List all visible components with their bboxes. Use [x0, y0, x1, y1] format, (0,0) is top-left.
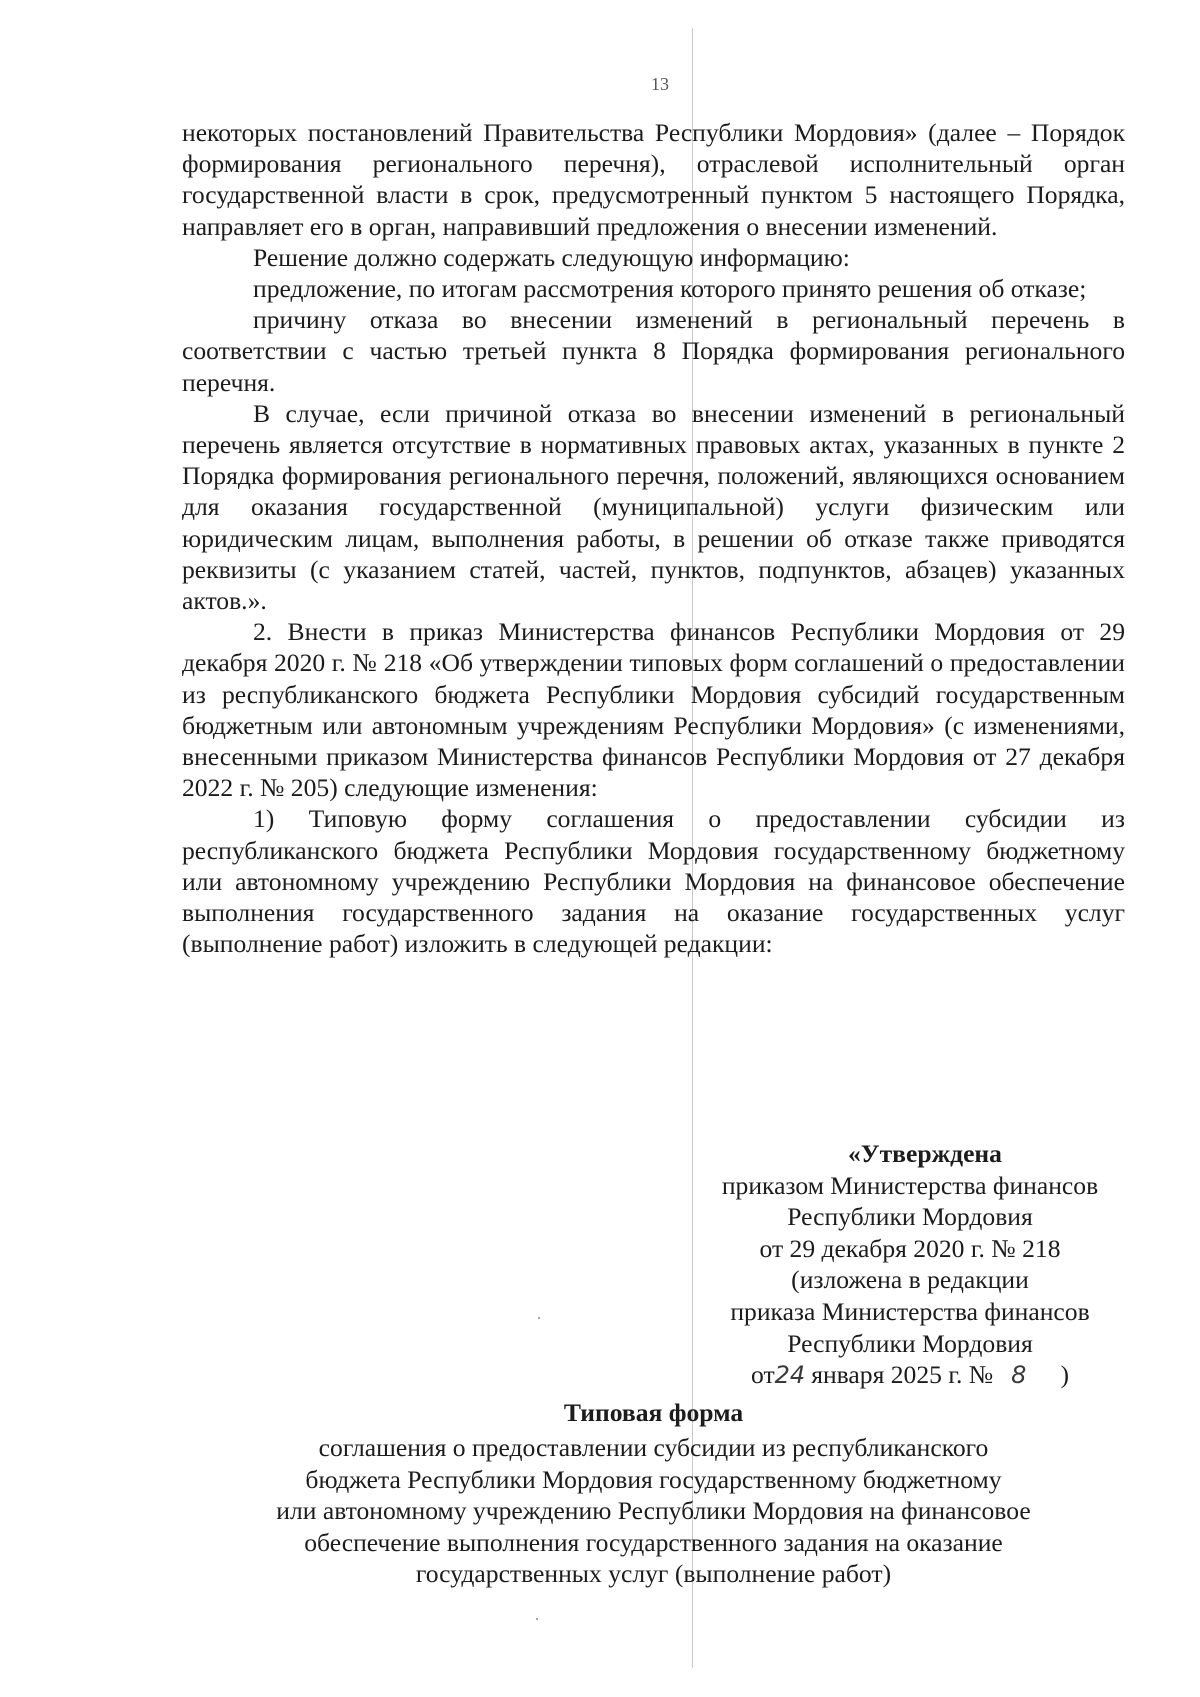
form-subtitle-line: соглашения о предоставлении субсидии из республиканского — [318, 1433, 989, 1462]
paragraph: 1) Типовую форму соглашения о предоставлении субсидии из республиканского бюджета Республики Мордовия государственному бюджетному или автономному учреждению Республики Мордовия на финансовое обеспечение выполнения государственного задания на оказание государственных услуг (выполнение работ) изложить в следующей редакции: — [182, 804, 1125, 959]
approval-date-suffix: ) — [1060, 1360, 1069, 1390]
handwritten-number: 8 — [1011, 1361, 1027, 1390]
approval-line: приказом Министерства финансов — [721, 1170, 1099, 1200]
paragraph: В случае, если причиной отказа во внесении изменений в региональный перечень является отсутствие в нормативных правовых актах, указанных в пункте 2 Порядка формирования регионального перечня, положений, являющихся основанием для оказания государственной (муниципальной) услуги физическим или юридическим лицам, выполнения работы, в решении об отказе также приводятся реквизиты (с указанием статей, частей, пунктов, подпунктов, абзацев) указанных актов.». — [182, 398, 1125, 616]
approval-line: (изложена в редакции — [791, 1265, 1029, 1295]
paragraph: 2. Внести в приказ Министерства финансов Республики Мордовия от 29 декабря 2020 г. № 218 «Об утверждении типовых форм соглашений о предоставлении из республиканского бюджета Республики Мордовия субсидий государственным бюджетным или автономным учреждениям Республики Мордовия» (с изменениями, внесенными приказом Министерства финансов Республики Мордовия от 27 декабря 2022 г. № 205) следующие изменения: — [182, 617, 1125, 803]
form-heading: Типовая форма — [563, 1398, 744, 1427]
approval-date-middle: января 2025 г. № — [811, 1360, 994, 1390]
body-text — [182, 117, 1125, 959]
paragraph: Решение должно содержать следующую информацию: — [253, 242, 850, 272]
form-subtitle-line: бюджета Республики Мордовия государственному бюджетному — [305, 1464, 1002, 1494]
approval-line: Республики Мордовия — [787, 1202, 1033, 1232]
page-number: 13 — [651, 74, 669, 94]
paragraph: предложение, по итогам рассмотрения которого принято решения об отказе; — [253, 274, 1087, 304]
form-subtitle-line: обеспечение выполнения государственного задания на оказание — [304, 1527, 1003, 1557]
scan-speck — [538, 1317, 540, 1319]
form-subtitle — [182, 1432, 1125, 1590]
approval-stamp-block — [680, 1138, 1140, 1392]
form-subtitle-line: государственных услуг (выполнение работ) — [415, 1559, 892, 1589]
paragraph: причину отказа во внесении изменений в региональный перечень в соответствии с частью третьей пункта 8 Порядка формирования регионального перечня. — [182, 305, 1125, 397]
handwritten-day: 24 — [774, 1361, 806, 1390]
approval-line: от 29 декабря 2020 г. № 218 — [759, 1233, 1061, 1263]
approval-line: приказа Министерства финансов — [730, 1296, 1090, 1326]
scan-speck — [536, 1618, 538, 1620]
approval-title: «Утверждена — [848, 1139, 1002, 1168]
approval-date-prefix: от — [751, 1360, 775, 1390]
approval-line: Республики Мордовия — [787, 1328, 1033, 1358]
approval-date-line — [680, 1359, 1140, 1392]
form-subtitle-line: или автономному учреждению Республики Мордовия на финансовое — [276, 1496, 1031, 1526]
paragraph: некоторых постановлений Правительства Республики Мордовия» (далее – Порядок формирования регионального перечня), отраслевой исполнительный орган государственной власти в срок, предусмотренный пунктом 5 настоящего Порядка, направляет его в орган, направивший предложения о внесении изменений. — [182, 118, 1125, 241]
